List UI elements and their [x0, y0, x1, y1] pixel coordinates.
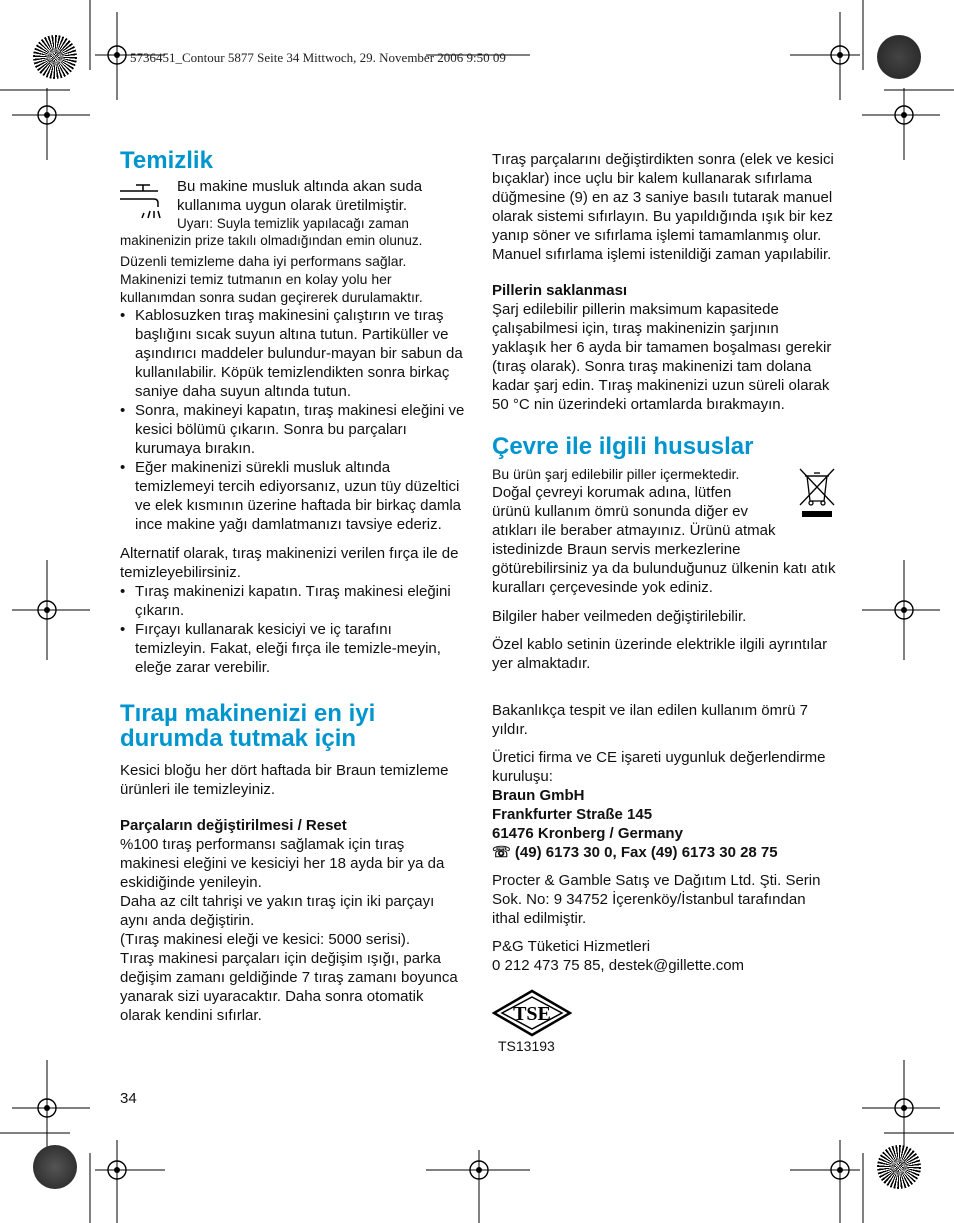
environment-line2: Doğal çevreyi korumak adına, lütfen	[492, 484, 732, 501]
left-column	[120, 148, 465, 1025]
keep-title-line1: Tıraµ makinenizi en iyi	[120, 700, 376, 727]
environment-line1: Bu ürün şarj edilebilir piller içermektedir.	[492, 466, 740, 482]
list-item: • Fırçayı kullanarak kesiciyi ve iç tarafını temizleyin. Fakat, eleği fırça ile temizle-meyin, eleğe zarar verebilir.	[120, 620, 465, 677]
lifetime-paragraph: Bakanlıkça tespit ve ilan edilen kullanım ömrü 7 yıldır.	[492, 702, 808, 738]
replace-paragraph-2: Daha az cilt tahrişi ve yakın tıraş için iki parçayı aynı anda değiştirin.	[120, 893, 435, 929]
list-item: • Eğer makinenizi sürekli musluk altında temizlemeyi tercih ediyorsanız, uzun tüy düzeltici ve elek kısmının üzerine haftada bir birkaç damla ince makine yağı damlatmanızı tavsiye ederiz.	[120, 458, 465, 534]
tse-block	[492, 989, 837, 1057]
battery-heading: Pillerin saklanması	[492, 282, 628, 299]
crossed-bin-icon	[798, 467, 836, 519]
environment-rest: atıkları ile beraber atmayınız. Ürünü atmak istedinizde Braun servis merkezlerine götürebilirsiniz ya da bulunduğunuz ülkenin katı atık kuralları çerçevesinde yok ediniz.	[492, 522, 836, 596]
service-line1: P&G Tüketici Hizmetleri	[492, 938, 651, 955]
print-header: 5736451_Contour 5877 Seite 34 Mittwoch, 29. November 2006 9:50 09	[130, 50, 506, 65]
keep-title-line2: durumda tutmak için	[120, 725, 357, 752]
replace-paragraph-3: (Tıraş makinesi eleği ve kesici: 5000 serisi).	[120, 931, 411, 948]
list-item: • Sonra, makineyi kapatın, tıraş makinesi eleğini ve kesici bölümü çıkarın. Sonra bu parçaları kurumaya bırakın.	[120, 401, 465, 458]
replace-heading: Parçaların değiştirilmesi / Reset	[120, 817, 347, 834]
cable-paragraph: Özel kablo setinin üzerinde elektrikle ilgili ayrıntılar yer almaktadır.	[492, 636, 828, 672]
printer-color-disc-icon	[877, 1145, 921, 1189]
battery-paragraph: Şarj edilebilir pillerin maksimum kapasitede çalışabilmesi için, tıraş makinenizin şarjının yaklaşık her 6 ayda bir tamamen boşalması gerekir (tıraş olarak). Sonra tıraş makinenizi tam dolana kadar şarj edin. Tıraş makinenizi uzun süreli olarak 50 °C nin üzerindeki ortamlarda bırakmayın.	[492, 301, 832, 413]
info-paragraph: Bilgiler haber veilmeden değiştirilebilir.	[492, 608, 747, 625]
replace-paragraph-4: Tıraş makinesi parçaları için değişim ışığı, parka değişim zamanı geldiğinde 7 tıraş zamanı boyunca yanarak sizi uyaracaktır. Daha sonra otomatik olarak kendini sıfırlar.	[120, 950, 458, 1024]
tap-water-icon	[120, 183, 164, 219]
service-line2: 0 212 473 75 85, destek@gillette.com	[492, 957, 745, 974]
page-number: 34	[120, 1090, 137, 1107]
tse-code: TS13193	[498, 1038, 555, 1054]
list-item: • Kablosuzken tıraş makinesini çalıştırın ve tıraş başlığını sıcak suyun altına tutun. Partiküller ve aşındırıcı maddeler bulundur-mayan bir sabun da kullanılabilir. Köpük temizlendikten sonra birkaç saniye daha suyun altında tutun.	[120, 306, 465, 401]
environment-title: Çevre ile ilgili hususlar	[492, 433, 754, 460]
tse-logo-text: TSE	[513, 1003, 551, 1025]
tse-logo-icon	[492, 989, 572, 1037]
cleaning-warning-line2: makinenizin prize takılı olmadığından emin olunuz.	[120, 233, 423, 248]
replace-paragraph-1: %100 tıraş performansı sağlamak için tıraş makinesi eleğini ve kesiciyi her 18 ayda bir ya da eskidiğinde yenileyin.	[120, 836, 445, 891]
printer-color-disc-icon	[33, 35, 77, 79]
cleaning-paragraph: Düzenli temizleme daha iyi performans sağlar. Makinenizi temiz tutmanın en kolay yolu her kullanımdan sonra sudan geçirerek durulamaktır.	[120, 253, 423, 305]
cleaning-intro	[120, 178, 465, 248]
keep-title	[120, 701, 465, 751]
cleaning-steps-list	[120, 306, 465, 534]
brush-steps-list	[120, 582, 465, 677]
environment-block	[492, 465, 837, 597]
company-phone: ☏ (49) 6173 30 0, Fax (49) 6173 30 28 75	[492, 844, 778, 861]
company-city: 61476 Kronberg / Germany	[492, 825, 683, 842]
company-name: Braun GmbH	[492, 787, 585, 804]
right-column	[492, 150, 837, 1057]
company-street: Frankfurter Straße 145	[492, 806, 653, 823]
environment-line3: ürünü kullanım ömrü sonunda diğer ev	[492, 503, 748, 520]
importer-paragraph: Procter & Gamble Satış ve Dağıtım Ltd. Şti. Serin Sok. No: 9 34752 İçerenköy/İstanbul tarafından ithal edilmiştir.	[492, 872, 821, 927]
printer-color-disc-icon	[33, 1145, 77, 1189]
cleaning-intro-line1: Bu makine musluk altında akan suda	[177, 178, 423, 195]
reset-paragraph: Tıraş parçalarını değiştirdikten sonra (elek ve kesici bıçaklar) ince uçlu bir kalem kullanarak sıfırlama düğmesine (9) en az 3 saniye basılı tutarak manuel olarak sistemi sıfırlayın. Bu yapıldığında ışık bir kez yanıp söner ve sıfırlama işlemi tamamlanmış olur. Manuel sıfırlama işlemi istenildiği zaman yapılabilir.	[492, 151, 834, 263]
keep-paragraph: Kesici bloğu her dört haftada bir Braun temizleme ürünleri ile temizleyiniz.	[120, 762, 449, 798]
cleaning-warning-line1: Uyarı: Suyla temizlik yapılacağı zaman	[177, 216, 409, 231]
list-item: • Tıraş makinenizi kapatın. Tıraş makinesi eleğini çıkarın.	[120, 582, 465, 620]
cleaning-intro-line2: kullanıma uygun olarak üretilmiştir.	[177, 197, 408, 214]
cleaning-title: Temizlik	[120, 147, 213, 174]
manufacturer-paragraph: Üretici firma ve CE işareti uygunluk değerlendirme kuruluşu:	[492, 749, 826, 785]
printer-color-disc-icon	[877, 35, 921, 79]
alternative-paragraph: Alternatif olarak, tıraş makinenizi verilen fırça ile de temizleyebilirsiniz.	[120, 545, 459, 581]
